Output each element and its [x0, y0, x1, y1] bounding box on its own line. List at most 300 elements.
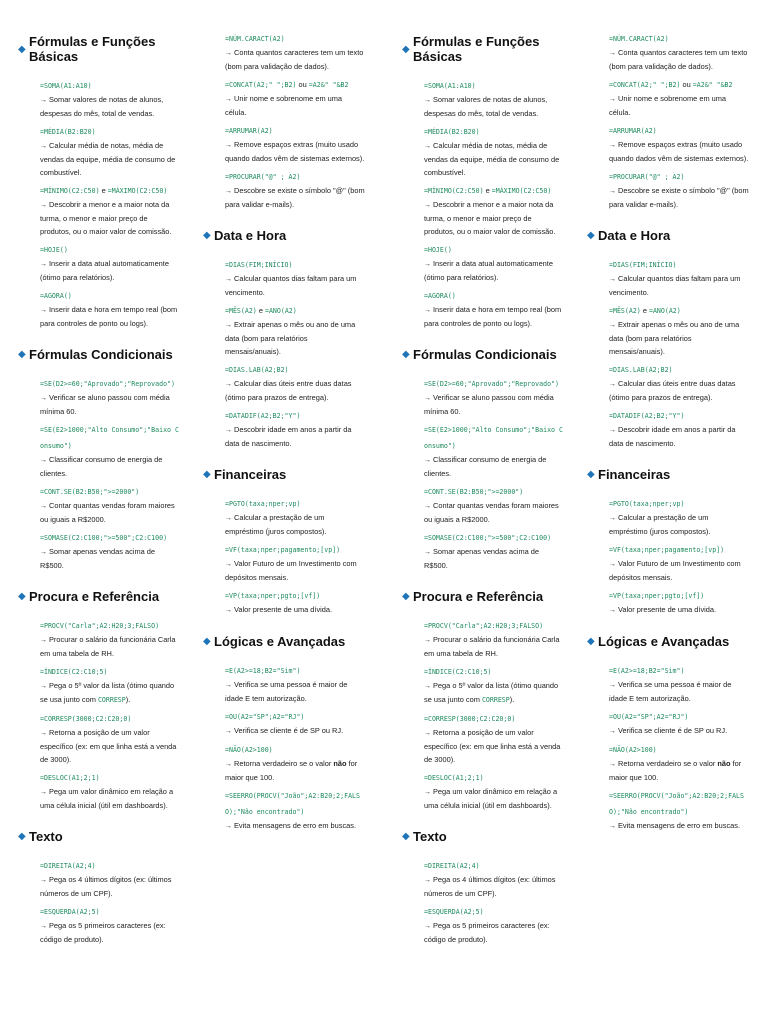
description-text: Inserir a data atual automaticamente (ótimo para relatórios). — [40, 258, 169, 282]
formula-item — [18, 617, 180, 660]
formula-description — [609, 184, 749, 211]
description-text: Remove espaços extras (muito usado quando dados vêm de sistemas externos). — [609, 140, 749, 163]
formula-line — [424, 421, 564, 453]
section-header — [587, 468, 749, 483]
diamond-bullet-icon: ◆ — [587, 469, 595, 481]
formula-line — [225, 76, 365, 92]
formula-line — [40, 710, 180, 726]
formula-line — [609, 787, 749, 819]
formula-description — [609, 377, 749, 404]
description-text: Descobrir a menor e a maior nota da turma, o menor e maior preço de produtos, ou o maior valor de comissão. — [40, 199, 172, 236]
diamond-bullet-icon: ◆ — [203, 230, 211, 242]
formula-line — [40, 182, 180, 198]
right-arrow-icon: → — [40, 502, 47, 510]
section-header — [402, 35, 564, 65]
section-title: Data e Hora — [214, 228, 287, 243]
right-arrow-icon: → — [225, 727, 232, 735]
formula-line — [609, 662, 749, 678]
formula-code-alt: =MÁXIMO(C2:C50) — [491, 186, 552, 195]
formula-item — [18, 663, 180, 707]
diamond-bullet-icon: ◆ — [587, 230, 595, 242]
formula-line — [424, 529, 564, 545]
right-arrow-icon: → — [609, 822, 616, 830]
section-title: Lógicas e Avançadas — [214, 633, 346, 649]
description-text: Verifica se uma pessoa é maior de idade E tem autorização. — [609, 679, 732, 703]
formula-item — [402, 769, 564, 812]
right-arrow-icon: → — [225, 681, 232, 689]
emphasis-text: não — [333, 758, 347, 768]
formula-description — [40, 726, 180, 766]
formula-code: =HOJE() — [424, 245, 452, 254]
right-arrow-icon: → — [40, 922, 47, 930]
formula-code: =VP(taxa;nper;pgto;[vf]) — [225, 591, 321, 600]
right-arrow-icon: → — [609, 188, 616, 195]
formula-code: =VP(taxa;nper;pgto;[vf]) — [609, 591, 705, 600]
description-text: Inserir data e hora em tempo real (bom para controles de ponto ou logs). — [40, 304, 178, 328]
description-text: Procurar o salário da funcionária Carla em uma tabela de RH. — [424, 634, 560, 658]
column-3 — [402, 30, 564, 964]
formula-item — [203, 662, 365, 705]
formula-code-alt: =ANO(A2) — [264, 306, 297, 315]
description-text: Evita mensagens de erro em buscas. — [618, 820, 741, 830]
description-text: Verificar se aluno passou com média mínima 60. — [424, 392, 554, 416]
column-2 — [203, 30, 365, 851]
formula-code: =E(A2>=18;B2="Sim") — [609, 666, 685, 675]
formula-code: =SOMA(A1:A10) — [40, 81, 92, 90]
formula-description — [225, 603, 365, 617]
formula-item — [402, 857, 564, 900]
formula-item — [402, 182, 564, 238]
section-header — [203, 635, 365, 650]
description-text: Extrair apenas o mês ou ano de uma data (bom para relatórios mensais/anuais). — [225, 319, 356, 356]
formula-description — [225, 46, 365, 73]
formula-line — [609, 741, 749, 757]
formula-description — [40, 919, 180, 946]
formula-item — [203, 708, 365, 738]
formula-line — [40, 123, 180, 139]
formula-code: =NÃO(A2>100) — [609, 745, 657, 754]
right-arrow-icon: → — [609, 606, 616, 614]
section-title: Data e Hora — [598, 228, 671, 243]
formula-code: =ÍNDICE(C2:C10;5) — [424, 667, 492, 676]
formula-description — [609, 318, 749, 358]
formula-code: =E(A2>=18;B2="Sim") — [225, 666, 301, 675]
section-data — [587, 229, 749, 450]
right-arrow-icon: → — [40, 260, 47, 268]
formula-line — [225, 495, 365, 511]
description-text: Valor presente de uma dívida. — [234, 604, 333, 614]
formula-item — [587, 256, 749, 299]
formula-code: =HOJE() — [40, 245, 68, 254]
section-title: Fórmulas e Funções Básicas — [29, 34, 156, 64]
formula-line — [424, 857, 564, 873]
formula-line — [225, 708, 365, 724]
formula-code: =PROCURAR("@" ; A2) — [225, 173, 301, 181]
formula-code-alt: =MÁXIMO(C2:C50) — [107, 186, 168, 195]
description-text: Inserir data e hora em tempo real (bom para controles de ponto ou logs). — [424, 304, 562, 328]
section-title: Financeiras — [598, 466, 671, 482]
formula-line — [424, 617, 564, 633]
formula-item — [203, 256, 365, 299]
right-arrow-icon: → — [609, 426, 616, 434]
right-arrow-icon: → — [424, 876, 431, 884]
diamond-bullet-icon: ◆ — [18, 349, 26, 361]
formula-description — [225, 724, 365, 738]
right-arrow-icon: → — [424, 788, 431, 796]
formula-item — [203, 302, 365, 358]
formula-code: =AGORA() — [40, 291, 72, 300]
formula-description — [40, 198, 180, 238]
section-title: Fórmulas Condicionais — [413, 346, 557, 362]
formula-item — [18, 710, 180, 766]
formula-item — [18, 857, 180, 900]
formula-description — [424, 545, 564, 572]
formula-description — [609, 678, 749, 705]
formula-line — [609, 495, 749, 511]
formula-line — [424, 483, 564, 499]
description-text: Somar apenas vendas acima de R$500. — [424, 546, 539, 570]
formula-item — [18, 241, 180, 284]
formula-code: =MÊS(A2) — [225, 306, 257, 315]
formula-code: =SE(D2>=60;"Aprovado";"Reprovado") — [424, 379, 559, 388]
description-text: Verificar se aluno passou com média mínima 60. — [40, 392, 170, 416]
formula-line — [424, 241, 564, 257]
formula-line — [424, 375, 564, 391]
formula-code: =SOMA(A1:A10) — [424, 81, 476, 90]
description-text: Calcular quantos dias faltam para um vencimento. — [609, 273, 741, 297]
formula-line — [609, 30, 749, 46]
formula-item — [203, 76, 365, 119]
right-arrow-icon: → — [424, 456, 431, 464]
formula-line — [609, 407, 749, 423]
formula-line — [609, 587, 749, 603]
formula-line — [424, 123, 564, 139]
diamond-bullet-icon: ◆ — [18, 591, 26, 603]
formula-description — [609, 603, 749, 617]
formula-description — [225, 92, 365, 119]
formula-description — [225, 819, 365, 833]
description-text: Classificar consumo de energia de clientes. — [40, 454, 163, 478]
right-arrow-icon: → — [40, 306, 47, 314]
section-condicionais — [402, 348, 564, 572]
right-arrow-icon: → — [225, 321, 232, 329]
formula-item — [587, 741, 749, 784]
formula-code: =PROCV("Carla";A2:H20;3;FALSO) — [40, 621, 160, 630]
formula-line — [424, 663, 564, 679]
section-procura — [402, 590, 564, 812]
right-arrow-icon: → — [609, 50, 616, 57]
right-arrow-icon: → — [40, 682, 47, 690]
formula-description — [225, 557, 365, 584]
formula-code: =MÊS(A2) — [609, 306, 641, 315]
right-arrow-icon: → — [424, 96, 431, 104]
formula-code: =CONCAT(A2;" ";B2) — [225, 81, 297, 89]
inline-code: CORRESP — [481, 695, 510, 704]
formula-item — [402, 529, 564, 572]
formula-code: =SOMASE(C2:C100;">=500";C2:C100) — [424, 533, 552, 542]
formula-line — [424, 77, 564, 93]
description-text: Unir nome e sobrenome em uma célula. — [225, 94, 343, 117]
section-header — [18, 35, 180, 65]
formula-line — [424, 769, 564, 785]
formula-line — [225, 361, 365, 377]
formula-item — [587, 361, 749, 404]
formula-code: =NÚM.CARACT(A2) — [609, 35, 669, 43]
formula-item — [203, 741, 365, 784]
description-text: Evita mensagens de erro em buscas. — [234, 820, 357, 830]
formula-item — [203, 168, 365, 211]
section-header — [587, 635, 749, 650]
description-text: Somar valores de notas de alunos, despesas do mês, total de vendas. — [40, 94, 164, 118]
right-arrow-icon: → — [225, 275, 232, 283]
formula-code: =CONT.SE(B2:B50;">=2000") — [424, 487, 524, 496]
formula-code: =ARRUMAR(A2) — [609, 127, 657, 135]
formula-item — [587, 407, 749, 450]
right-arrow-icon: → — [424, 201, 431, 209]
description-text: Remove espaços extras (muito usado quando dados vêm de sistemas externos). — [225, 140, 365, 163]
right-arrow-icon: → — [609, 142, 616, 149]
formula-item — [402, 123, 564, 179]
description-text: Calcular média de notas, média de vendas da equipe, média de consumo de combustível. — [424, 140, 560, 177]
section-title: Fórmulas e Funções Básicas — [413, 34, 540, 64]
formula-description — [424, 139, 564, 179]
description-text: Calcular quantos dias faltam para um vencimento. — [225, 273, 357, 297]
formula-joiner: e — [640, 305, 649, 315]
formula-item — [18, 287, 180, 330]
description-text: Extrair apenas o mês ou ano de uma data (bom para relatórios mensais/anuais). — [609, 319, 740, 356]
right-arrow-icon: → — [225, 760, 232, 768]
formula-description — [424, 919, 564, 946]
formula-line — [609, 256, 749, 272]
formula-description — [40, 453, 180, 480]
formula-code: =VF(taxa;nper;pagamento;[vp]) — [225, 545, 341, 554]
description-text: Retorna verdadeiro se o valor — [618, 758, 718, 768]
formula-code: =SE(D2>=60;"Aprovado";"Reprovado") — [40, 379, 175, 388]
formula-description — [40, 633, 180, 660]
formula-item — [587, 662, 749, 705]
formula-line — [40, 77, 180, 93]
formula-code: =AGORA() — [424, 291, 456, 300]
formula-line — [40, 663, 180, 679]
right-arrow-icon: → — [424, 682, 431, 690]
formula-item — [203, 587, 365, 617]
formula-description — [40, 303, 180, 330]
formula-line — [40, 857, 180, 873]
section-financeiras — [203, 468, 365, 617]
description-text: Unir nome e sobrenome em uma célula. — [609, 94, 727, 117]
formula-item — [402, 375, 564, 418]
section-basicas — [18, 35, 180, 330]
formula-line — [40, 769, 180, 785]
diamond-bullet-icon: ◆ — [18, 831, 26, 843]
formula-item — [402, 710, 564, 766]
formula-item — [18, 483, 180, 526]
formula-description — [225, 423, 365, 450]
right-arrow-icon: → — [424, 394, 431, 402]
formula-joiner: e — [99, 185, 108, 195]
description-text-end: for maior que 100. — [225, 758, 358, 782]
description-text: Contar quantas vendas foram maiores ou iguais a R$2000. — [40, 500, 175, 524]
formula-code-alt: =ANO(A2) — [648, 306, 681, 315]
formula-description — [424, 726, 564, 766]
formula-item — [203, 361, 365, 404]
formula-description — [424, 93, 564, 120]
section-logicas — [587, 635, 749, 833]
formula-description — [225, 377, 365, 404]
formula-item — [587, 787, 749, 833]
description-text: Somar apenas vendas acima de R$500. — [40, 546, 155, 570]
formula-code: =SE(E2>1000;"Alto Consumo";"Baixo Consumo") — [40, 425, 179, 450]
formula-description — [609, 724, 749, 738]
formula-item — [18, 421, 180, 480]
formula-code: =DIAS.LAB(A2;B2) — [609, 365, 673, 374]
formula-line — [609, 361, 749, 377]
formula-line — [609, 302, 749, 318]
description-text: Pega um valor dinâmico em relação a uma célula inicial (útil em dashboards). — [40, 786, 174, 810]
formula-line — [609, 76, 749, 92]
description-text: Verifica se uma pessoa é maior de idade E tem autorização. — [225, 679, 348, 703]
formula-line — [225, 787, 365, 819]
right-arrow-icon: → — [424, 502, 431, 510]
section-basicas — [402, 35, 564, 330]
formula-item — [203, 541, 365, 584]
formula-description — [609, 557, 749, 584]
right-arrow-icon: → — [40, 876, 47, 884]
right-arrow-icon: → — [609, 275, 616, 283]
formula-line — [225, 541, 365, 557]
description-text-end: ). — [125, 694, 131, 704]
formula-description — [424, 391, 564, 418]
formula-code: =PGTO(taxa;nper;vp) — [609, 499, 685, 508]
section-header — [18, 348, 180, 363]
description-text: Pega os 4 últimos dígitos (ex: últimos números de um CPF). — [424, 874, 556, 898]
section-texto_b — [587, 30, 749, 211]
section-header — [203, 229, 365, 244]
formula-description — [424, 785, 564, 812]
formula-description — [424, 198, 564, 238]
formula-description — [424, 303, 564, 330]
description-text: Descobre se existe o símbolo "@" (bom para validar e-mails). — [225, 186, 365, 209]
description-text: Classificar consumo de energia de clientes. — [424, 454, 547, 478]
description-text: Valor Futuro de um Investimento com depósitos mensais. — [609, 558, 741, 582]
right-arrow-icon: → — [40, 548, 47, 556]
formula-line — [40, 529, 180, 545]
formula-code: =OU(A2="SP";A2="RJ") — [225, 712, 305, 721]
formula-description — [40, 545, 180, 572]
formula-code: =DESLOC(A1;2;1) — [424, 773, 484, 782]
formula-code: =PROCURAR("@" ; A2) — [609, 173, 685, 181]
formula-line — [40, 375, 180, 391]
formula-description — [225, 757, 365, 784]
section-title: Procura e Referência — [29, 588, 160, 604]
right-arrow-icon: → — [225, 426, 232, 434]
formula-item — [18, 77, 180, 120]
formula-code: =MÍNIMO(C2:C50) — [424, 186, 484, 195]
right-arrow-icon: → — [40, 142, 47, 150]
right-arrow-icon: → — [40, 788, 47, 796]
formula-line — [424, 903, 564, 919]
formula-item — [203, 407, 365, 450]
formula-description — [40, 391, 180, 418]
formula-description — [609, 92, 749, 119]
formula-item — [18, 375, 180, 418]
formula-line — [424, 287, 564, 303]
right-arrow-icon: → — [40, 456, 47, 464]
formula-code: =DESLOC(A1;2;1) — [40, 773, 100, 782]
formula-line — [424, 710, 564, 726]
formula-code: =NÃO(A2>100) — [225, 745, 273, 754]
description-text: Descobrir idade em anos a partir da data de nascimento. — [225, 424, 352, 448]
section-header — [587, 229, 749, 244]
description-text-end: ). — [509, 694, 515, 704]
formula-code: =MÉDIA(B2:B20) — [40, 127, 96, 136]
section-header — [18, 830, 180, 845]
diamond-bullet-icon: ◆ — [402, 349, 410, 361]
right-arrow-icon: → — [225, 50, 232, 57]
formula-item — [587, 30, 749, 73]
formula-code: =VF(taxa;nper;pagamento;[vp]) — [609, 545, 725, 554]
formula-description — [225, 318, 365, 358]
section-title: Procura e Referência — [413, 588, 544, 604]
formula-code: =MÉDIA(B2:B20) — [424, 127, 480, 136]
formula-code: =DIREITA(A2;4) — [424, 861, 480, 870]
formula-description — [609, 46, 749, 73]
formula-code-alt: =A2&" "&B2 — [692, 81, 733, 89]
formula-description — [424, 499, 564, 526]
formula-code: =CORRESP(3000;C2:C20;0) — [424, 714, 516, 723]
description-text: Conta quantos caracteres tem um texto (bom para validação de dados). — [225, 48, 364, 71]
section-logicas — [203, 635, 365, 833]
description-text: Pega um valor dinâmico em relação a uma célula inicial (útil em dashboards). — [424, 786, 558, 810]
formula-description — [40, 785, 180, 812]
formula-description — [40, 257, 180, 284]
description-text: Pega os 5 primeiros caracteres (ex: código de produto). — [424, 920, 550, 944]
formula-item — [587, 168, 749, 211]
formula-line — [225, 30, 365, 46]
column-4 — [587, 30, 749, 851]
section-title: Texto — [413, 828, 447, 844]
formula-line — [225, 741, 365, 757]
formula-item — [203, 30, 365, 73]
formula-code: =DATADIF(A2;B2;"Y") — [609, 411, 685, 420]
formula-code: =DATADIF(A2;B2;"Y") — [225, 411, 301, 420]
formula-item — [402, 483, 564, 526]
right-arrow-icon: → — [40, 636, 47, 644]
formula-description — [40, 679, 180, 707]
formula-code: =DIAS(FIM;INÍCIO) — [225, 260, 293, 269]
formula-code: =SE(E2>1000;"Alto Consumo";"Baixo Consumo") — [424, 425, 563, 450]
formula-item — [587, 708, 749, 738]
formula-item — [18, 123, 180, 179]
description-text: Calcular a prestação de um empréstimo (juros compostos). — [225, 512, 327, 536]
right-arrow-icon: → — [225, 822, 232, 830]
formula-item — [402, 663, 564, 707]
description-text: Procurar o salário da funcionária Carla em uma tabela de RH. — [40, 634, 176, 658]
formula-code: =SEERRO(PROCV("João";A2:B20;2;FALSO);"Não encontrado") — [225, 791, 360, 816]
section-data — [203, 229, 365, 450]
formula-description — [609, 272, 749, 299]
formula-code: =PROCV("Carla";A2:H20;3;FALSO) — [424, 621, 544, 630]
formula-joiner: ou — [296, 80, 309, 89]
right-arrow-icon: → — [609, 321, 616, 329]
formula-code: =SOMASE(C2:C100;">=500";C2:C100) — [40, 533, 168, 542]
formula-description — [609, 138, 749, 165]
formula-description — [225, 272, 365, 299]
description-text: Retorna a posição de um valor específico (ex: em que linha está a venda de 3000). — [40, 727, 177, 764]
section-header — [402, 348, 564, 363]
formula-code: =PGTO(taxa;nper;vp) — [225, 499, 301, 508]
section-header — [203, 468, 365, 483]
